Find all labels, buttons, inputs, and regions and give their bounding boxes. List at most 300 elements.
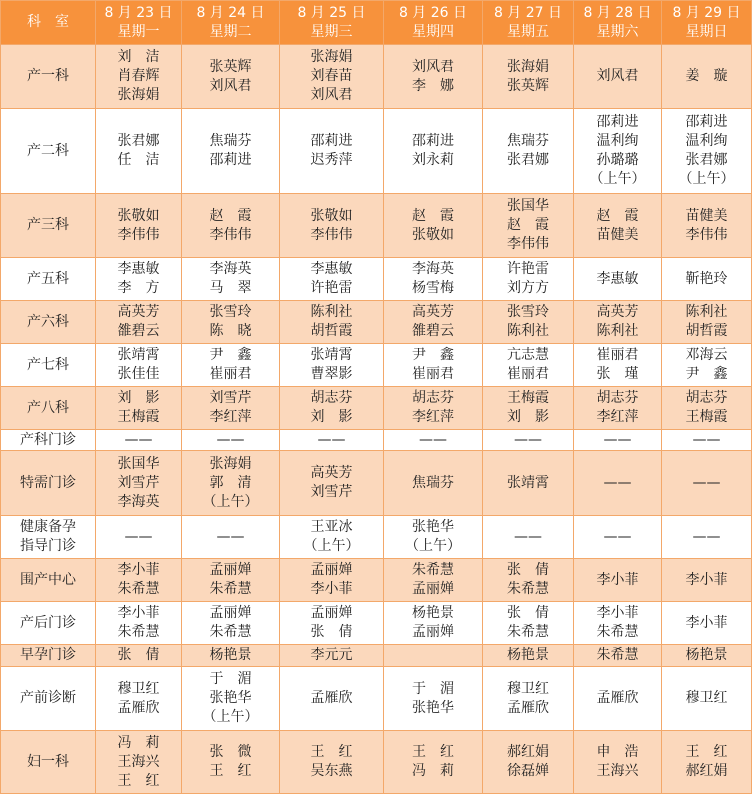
schedule-cell: [182, 602, 280, 645]
schedule-cell: [574, 430, 662, 451]
staff-name: 刘 影: [507, 409, 549, 425]
staff-name: 赵 霞: [412, 207, 454, 224]
staff-name: 刘风君: [310, 87, 353, 103]
staff-name: 杨雪梅: [412, 280, 454, 296]
schedule-cell: [384, 559, 483, 602]
staff-name: 李小菲: [685, 571, 728, 588]
dept-name: [1, 301, 96, 344]
schedule-cell: [384, 45, 483, 109]
staff-name: 张雪玲: [209, 304, 252, 320]
staff-name: 许艳雷: [507, 261, 549, 277]
schedule-cell: [384, 430, 483, 451]
staff-name: 王海兴: [596, 763, 639, 779]
staff-name: ——: [419, 431, 447, 448]
staff-name: 杨艳景: [507, 647, 549, 663]
staff-name: 张靖霄: [117, 347, 160, 363]
staff-name: 张 倩: [507, 562, 549, 578]
staff-name: ——: [317, 431, 346, 448]
dept-name-line: 产后门诊: [20, 614, 76, 631]
staff-name: 王海兴: [117, 753, 160, 770]
dept-name: [1, 731, 96, 794]
staff-name: 张敬如: [117, 207, 160, 224]
schedule-cell: [662, 258, 752, 301]
staff-name: 陈利社: [685, 304, 728, 320]
staff-name: ——: [692, 474, 721, 491]
staff-name: 刘 影: [310, 409, 353, 425]
staff-name: 孟丽婵: [209, 605, 252, 621]
staff-name: 朱希慧: [117, 624, 160, 640]
staff-name: 张国华: [117, 455, 160, 472]
staff-name: 孟丽婵: [209, 562, 252, 578]
table-row: [1, 667, 752, 731]
schedule-cell: [96, 258, 182, 301]
schedule-cell: [280, 109, 384, 194]
table-row: [1, 516, 752, 559]
staff-name: 尹 鑫: [209, 347, 252, 363]
staff-name: 张君娜: [117, 133, 160, 149]
staff-name: 高英芳: [310, 465, 353, 481]
schedule-cell: [483, 602, 574, 645]
schedule-cell: [182, 667, 280, 731]
staff-name: 徐磊婵: [507, 763, 549, 779]
table-row: [1, 387, 752, 430]
schedule-cell: [280, 731, 384, 794]
schedule-cell: [384, 344, 483, 387]
dept-name: [1, 559, 96, 602]
staff-name: 胡哲霞: [310, 323, 353, 339]
staff-name: 李惠敏: [117, 261, 160, 277]
day-header: 8 月 24 日 星期二: [182, 1, 280, 45]
dept-name-line: 产科门诊: [20, 431, 76, 448]
staff-name: 朱希慧: [507, 581, 549, 597]
staff-name: 张艳华: [412, 699, 454, 716]
staff-name: 孟雁欣: [596, 690, 639, 706]
staff-name: ——: [692, 528, 721, 545]
dept-name: [1, 667, 96, 731]
staff-name: 亢志慧: [507, 347, 549, 363]
staff-name: 刘雪芹: [117, 474, 160, 491]
staff-name: 陈利社: [507, 323, 549, 339]
schedule-cell: [280, 301, 384, 344]
staff-name: 王 红: [209, 763, 252, 779]
staff-name: 肖春辉: [117, 68, 160, 84]
dept-name-line: 指导门诊: [20, 538, 76, 554]
staff-name: ——: [514, 431, 542, 448]
schedule-cell: [96, 516, 182, 559]
staff-name: 张雪玲: [507, 304, 549, 320]
schedule-cell: [574, 344, 662, 387]
staff-name: 穆卫红: [507, 680, 549, 697]
staff-name: 李 娜: [412, 77, 454, 94]
schedule-cell: [182, 258, 280, 301]
staff-name: ——: [124, 431, 153, 448]
schedule-cell: [662, 430, 752, 451]
staff-name: 崔丽君: [507, 366, 549, 382]
staff-name: 刘风君: [209, 77, 252, 94]
staff-name: 李红萍: [596, 409, 639, 425]
staff-name: 李惠敏: [596, 270, 639, 287]
staff-name: 张 瑾: [596, 366, 639, 382]
staff-name: 焦瑞芬: [412, 474, 454, 491]
staff-name: 李伟伟: [507, 236, 549, 252]
staff-name: 张艳华: [209, 690, 252, 706]
staff-name: 张艳华: [412, 519, 454, 535]
schedule-cell: [384, 109, 483, 194]
staff-name: ——: [603, 528, 632, 545]
schedule-cell: [574, 516, 662, 559]
staff-name: 张靖霄: [507, 474, 549, 491]
staff-name: 李惠敏: [310, 261, 353, 277]
dept-name: [1, 602, 96, 645]
staff-name: 王 红: [685, 744, 728, 760]
schedule-cell: [280, 45, 384, 109]
schedule-cell: [662, 667, 752, 731]
dept-name-line: 产七科: [27, 356, 69, 373]
staff-name: 李海英: [209, 261, 252, 277]
dept-name: [1, 45, 96, 109]
staff-name: 邵莉进: [596, 114, 639, 130]
staff-name: 刘风君: [412, 58, 454, 75]
schedule-cell: [182, 301, 280, 344]
staff-name: 胡志芬: [412, 390, 454, 406]
staff-name: （上午）: [202, 709, 259, 725]
staff-name: 焦瑞芬: [209, 133, 252, 149]
schedule-cell: [182, 430, 280, 451]
staff-name: 李海英: [117, 493, 160, 510]
dept-name: [1, 258, 96, 301]
staff-name: 朱希慧: [412, 562, 454, 578]
schedule-cell: [662, 387, 752, 430]
schedule-cell: [384, 194, 483, 258]
staff-name: 张 倩: [117, 647, 160, 663]
schedule-cell: [384, 516, 483, 559]
staff-name: 张 倩: [507, 605, 549, 621]
schedule-cell: [574, 559, 662, 602]
staff-name: 苗健美: [596, 226, 639, 243]
staff-name: 张君娜: [507, 152, 549, 168]
staff-name: （上午）: [405, 538, 461, 554]
staff-name: 胡志芬: [685, 390, 728, 406]
staff-name: 胡哲霞: [685, 323, 728, 339]
schedule-cell: [182, 45, 280, 109]
table-row: [1, 559, 752, 602]
schedule-cell: [96, 344, 182, 387]
staff-name: 李红萍: [412, 409, 454, 425]
table-row: [1, 451, 752, 516]
schedule-cell: [483, 344, 574, 387]
staff-name: 李小菲: [596, 605, 639, 621]
staff-name: 崔丽君: [209, 366, 252, 382]
schedule-cell: [483, 667, 574, 731]
schedule-cell: [662, 645, 752, 667]
schedule-cell: [182, 387, 280, 430]
staff-name: 王梅霞: [507, 390, 549, 406]
staff-name: 张英辉: [209, 58, 252, 75]
schedule-cell: [574, 451, 662, 516]
staff-name: 张敬如: [310, 207, 353, 224]
staff-name: 高英芳: [596, 304, 639, 320]
staff-name: 刘永莉: [412, 152, 454, 168]
staff-name: 李伟伟: [117, 226, 160, 243]
dept-name-line: 特需门诊: [20, 474, 76, 491]
schedule-cell: [182, 109, 280, 194]
staff-name: 张 微: [209, 744, 252, 760]
schedule-cell: [182, 731, 280, 794]
staff-name: 刘春苗: [310, 68, 353, 84]
staff-name: 崔丽君: [596, 347, 639, 363]
dept-name: [1, 516, 96, 559]
schedule-cell: [483, 516, 574, 559]
schedule-body: [1, 45, 752, 794]
staff-name: 朱希慧: [209, 624, 252, 640]
schedule-cell: [662, 451, 752, 516]
staff-name: 冯 莉: [117, 734, 160, 751]
staff-name: 张国华: [507, 198, 549, 214]
staff-name: 张海娟: [117, 87, 160, 103]
schedule-cell: [662, 602, 752, 645]
staff-name: 郝红娟: [507, 744, 549, 760]
table-row: [1, 645, 752, 667]
schedule-cell: [483, 559, 574, 602]
staff-name: 张靖霄: [310, 347, 353, 363]
staff-name: 朱希慧: [117, 581, 160, 597]
schedule-cell: [280, 602, 384, 645]
table-row: [1, 731, 752, 794]
staff-name: 赵 霞: [209, 207, 252, 224]
staff-name: 穆卫红: [117, 680, 160, 697]
dept-name-line: 产五科: [27, 270, 69, 287]
schedule-cell: [662, 516, 752, 559]
schedule-cell: [574, 258, 662, 301]
schedule-cell: [280, 344, 384, 387]
staff-name: 李海英: [412, 261, 454, 277]
schedule-cell: [574, 387, 662, 430]
dept-name-line: 产八科: [27, 399, 69, 416]
schedule-cell: [182, 645, 280, 667]
staff-name: 杨艳景: [685, 647, 728, 663]
staff-name: 张君娜: [685, 152, 728, 168]
staff-name: 李小菲: [117, 562, 160, 578]
dept-header: 科 室: [1, 1, 96, 45]
staff-name: 王 红: [412, 744, 454, 760]
table-row: [1, 45, 752, 109]
table-row: [1, 194, 752, 258]
schedule-cell: [280, 559, 384, 602]
schedule-cell: [182, 344, 280, 387]
staff-name: 刘方方: [507, 280, 549, 296]
dept-name-line: 产二科: [27, 142, 69, 159]
staff-name: （上午）: [678, 171, 735, 187]
schedule-cell: [483, 451, 574, 516]
staff-name: 孙璐璐: [596, 152, 639, 168]
schedule-cell: [182, 451, 280, 516]
staff-name: 孟雁欣: [117, 699, 160, 716]
staff-name: 邵莉进: [209, 152, 252, 168]
staff-name: 孟雁欣: [310, 690, 353, 706]
staff-name: ——: [603, 474, 632, 491]
staff-name: 杨艳景: [412, 605, 454, 621]
staff-name: ——: [514, 528, 542, 545]
schedule-cell: [662, 301, 752, 344]
staff-name: 刘雪芹: [310, 484, 353, 500]
staff-name: 李 方: [117, 280, 160, 296]
staff-name: 许艳雷: [310, 280, 353, 296]
day-header: 8 月 28 日 星期六: [574, 1, 662, 45]
schedule-cell: [280, 258, 384, 301]
dept-name: [1, 387, 96, 430]
staff-name: 孟丽婵: [412, 624, 454, 640]
staff-name: 朱希慧: [596, 647, 639, 663]
day-header: 8 月 23 日 星期一: [96, 1, 182, 45]
dept-name-line: 产三科: [27, 217, 69, 233]
dept-name-line: 妇一科: [27, 753, 69, 770]
staff-name: 温利绚: [685, 133, 728, 149]
schedule-cell: [662, 109, 752, 194]
staff-name: 靳艳玲: [685, 270, 728, 287]
day-header: 8 月 27 日 星期五: [483, 1, 574, 45]
schedule-cell: [574, 667, 662, 731]
schedule-cell: [280, 194, 384, 258]
staff-name: 吴东燕: [310, 763, 353, 779]
schedule-cell: [96, 109, 182, 194]
staff-name: 邵莉进: [685, 114, 728, 130]
table-row: [1, 430, 752, 451]
staff-name: 李小菲: [596, 571, 639, 588]
dept-name-line: 产前诊断: [20, 690, 76, 706]
schedule-cell: [96, 602, 182, 645]
staff-name: 王梅霞: [685, 409, 728, 425]
staff-name: 杨艳景: [209, 647, 252, 663]
dept-name: [1, 344, 96, 387]
staff-name: 王 红: [310, 744, 353, 760]
staff-name: 于 湄: [412, 680, 454, 697]
schedule-cell: [483, 645, 574, 667]
schedule-cell: [574, 45, 662, 109]
dept-name-line: 产一科: [27, 68, 69, 84]
schedule-cell: [280, 387, 384, 430]
schedule-cell: [182, 194, 280, 258]
schedule-cell: [574, 645, 662, 667]
staff-name: 朱希慧: [596, 624, 639, 640]
staff-name: 雒碧云: [412, 323, 454, 339]
schedule-cell: [483, 301, 574, 344]
schedule-cell: [96, 559, 182, 602]
staff-name: 李红萍: [209, 409, 252, 425]
staff-name: 王 红: [117, 772, 160, 789]
schedule-cell: [280, 667, 384, 731]
staff-name: 尹 鑫: [685, 366, 728, 382]
schedule-cell: [96, 451, 182, 516]
staff-name: 马 翠: [209, 280, 252, 296]
dept-name-line: 健康备孕: [20, 519, 76, 535]
staff-name: 陈 晓: [209, 323, 252, 339]
day-header: 8 月 29 日 星期日: [662, 1, 752, 45]
table-row: [1, 602, 752, 645]
dept-name: [1, 645, 96, 667]
staff-name: 李小菲: [310, 581, 353, 597]
staff-name: 刘 洁: [117, 49, 160, 65]
day-header: 8 月 26 日 星期四: [384, 1, 483, 45]
staff-name: 李小菲: [117, 605, 160, 621]
staff-name: 刘风君: [596, 68, 639, 84]
schedule-cell: [483, 194, 574, 258]
schedule-cell: [384, 645, 483, 667]
dept-name: [1, 430, 96, 451]
table-row: [1, 344, 752, 387]
schedule-cell: [182, 516, 280, 559]
dept-name-line: 早孕门诊: [20, 647, 76, 663]
staff-name: ——: [216, 431, 245, 448]
schedule-cell: [662, 559, 752, 602]
staff-name: 张英辉: [507, 77, 549, 94]
staff-name: 郝红娟: [685, 763, 728, 779]
schedule-cell: [96, 667, 182, 731]
staff-name: 李小菲: [685, 614, 728, 631]
staff-name: （上午）: [589, 171, 646, 187]
schedule-cell: [384, 301, 483, 344]
staff-name: 陈利社: [596, 323, 639, 339]
schedule-cell: [483, 45, 574, 109]
staff-name: 邓海云: [685, 347, 728, 363]
staff-name: 孟雁欣: [507, 699, 549, 716]
staff-name: 李元元: [310, 647, 353, 663]
schedule-cell: [662, 194, 752, 258]
staff-name: 迟秀萍: [310, 152, 353, 168]
staff-name: 冯 莉: [412, 763, 454, 779]
staff-name: 刘雪芹: [209, 390, 252, 406]
staff-name: 王梅霞: [117, 409, 160, 425]
staff-name: 刘 影: [117, 390, 160, 406]
staff-name: 陈利社: [310, 304, 353, 320]
schedule-cell: [96, 45, 182, 109]
staff-name: （上午）: [202, 493, 259, 510]
schedule-cell: [96, 194, 182, 258]
schedule-cell: [384, 602, 483, 645]
staff-name: 邵莉进: [412, 133, 454, 149]
staff-name: 胡志芬: [310, 390, 353, 406]
schedule-cell: [182, 559, 280, 602]
staff-name: 苗健美: [685, 207, 728, 224]
staff-name: 穆卫红: [685, 690, 728, 706]
schedule-cell: [384, 258, 483, 301]
staff-name: 曹翠影: [310, 366, 353, 382]
staff-name: 焦瑞芬: [507, 133, 549, 149]
schedule-cell: [384, 667, 483, 731]
staff-name: 姜 璇: [685, 68, 728, 84]
table-row: [1, 301, 752, 344]
schedule-cell: [574, 194, 662, 258]
schedule-cell: [483, 258, 574, 301]
header-row: [1, 1, 752, 45]
staff-name: 任 洁: [117, 152, 160, 168]
staff-name: 邵莉进: [310, 133, 353, 149]
schedule-cell: [662, 344, 752, 387]
schedule-cell: [96, 301, 182, 344]
schedule-cell: [384, 451, 483, 516]
staff-name: 申 浩: [596, 744, 639, 760]
staff-name: ——: [216, 528, 245, 545]
staff-name: 孟丽婵: [310, 605, 353, 621]
schedule-cell: [96, 387, 182, 430]
schedule-cell: [384, 731, 483, 794]
staff-name: 孟丽婵: [310, 562, 353, 578]
staff-name: （上午）: [303, 538, 360, 554]
staff-name: 尹 鑫: [412, 347, 454, 363]
staff-name: ——: [692, 431, 721, 448]
schedule-cell: [574, 301, 662, 344]
staff-name: 李伟伟: [310, 226, 353, 243]
table-row: [1, 258, 752, 301]
